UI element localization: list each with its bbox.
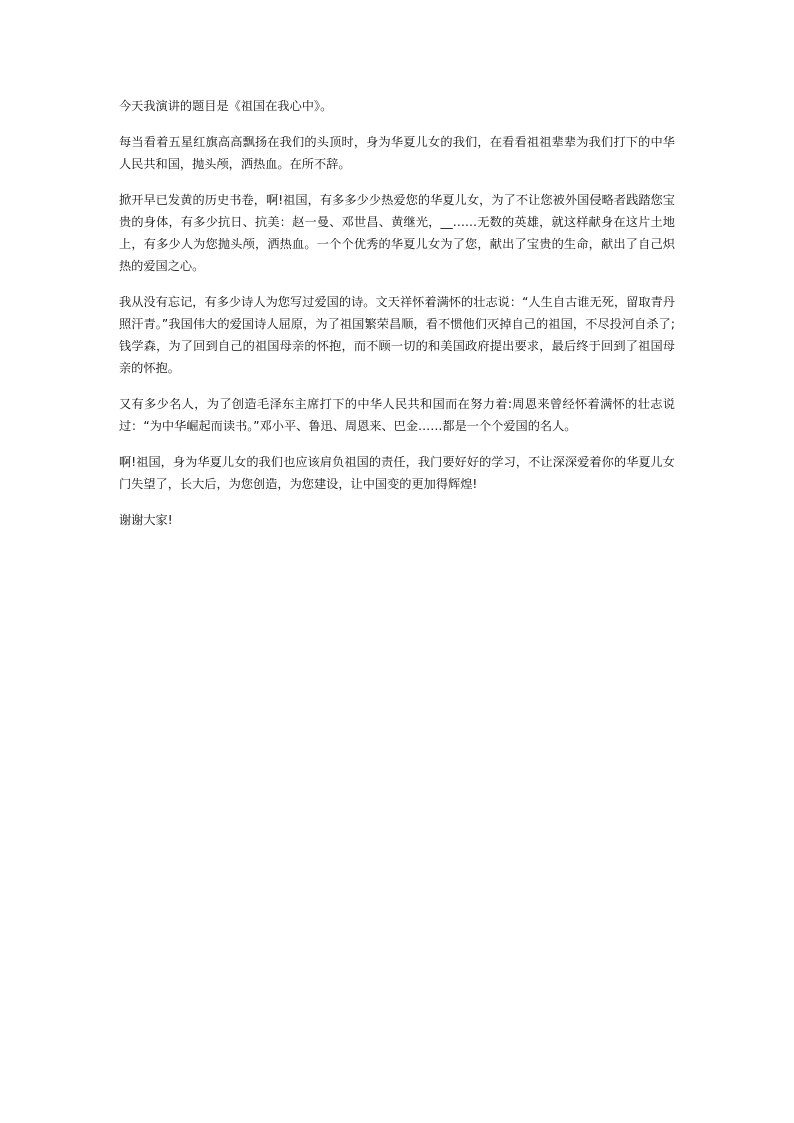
closing-thanks: 谢谢大家!: [119, 513, 173, 527]
paragraph-responsibility: 啊!祖国，身为华夏儿女的我们也应该肩负祖国的责任，我门要好好的学习，不让深深爱着你的华夏儿女门失望了，长大后，为您创造，为您建设，让中国变的更加得辉煌!: [119, 455, 675, 491]
speech-title-line: 今天我演讲的题目是《祖国在我心中》。: [119, 99, 333, 113]
speech-body: [119, 95, 675, 545]
paragraph-history: 掀开早已发黄的历史书卷，啊!祖国，有多多少少热爱您的华夏儿女，为了不让您被外国侵略者践踏您宝贵的身体，有多少抗日、抗美：赵一曼、邓世昌、黄继光，__……无数的英雄，就这样献身在这片土地上，有多少人为您抛头颅，洒热血。一个个优秀的华夏儿女为了您，献出了宝贵的生命，献出了自己炽热的爱国之心。: [119, 193, 675, 273]
paragraph-famous-people: 又有多少名人，为了创造毛泽东主席打下的中华人民共和国而在努力着:周恩来曾经怀着满怀的壮志说过：“为中华崛起而读书。”邓小平、鲁迅、周恩来、巴金……都是一个个爱国的名人。: [119, 397, 675, 433]
paragraph-flag: 每当看着五星红旗高高飘扬在我们的头顶时，身为华夏儿女的我们，在看看祖祖辈辈为我们打下的中华人民共和国，抛头颅，洒热血。在所不辞。: [119, 135, 675, 171]
paragraph-poets: 我从没有忘记，有多少诗人为您写过爱国的诗。文天祥怀着满怀的壮志说：“人生自古谁无死，留取青丹照汗青。”我国伟大的爱国诗人屈原，为了祖国繁荣昌顺，看不惯他们灭掉自己的祖国，不尽投河自杀了;钱学森，为了回到自己的祖国母亲的怀抱，而不顾一切的和美国政府提出要求，最后终于回到了祖国母亲的怀抱。: [119, 295, 675, 375]
